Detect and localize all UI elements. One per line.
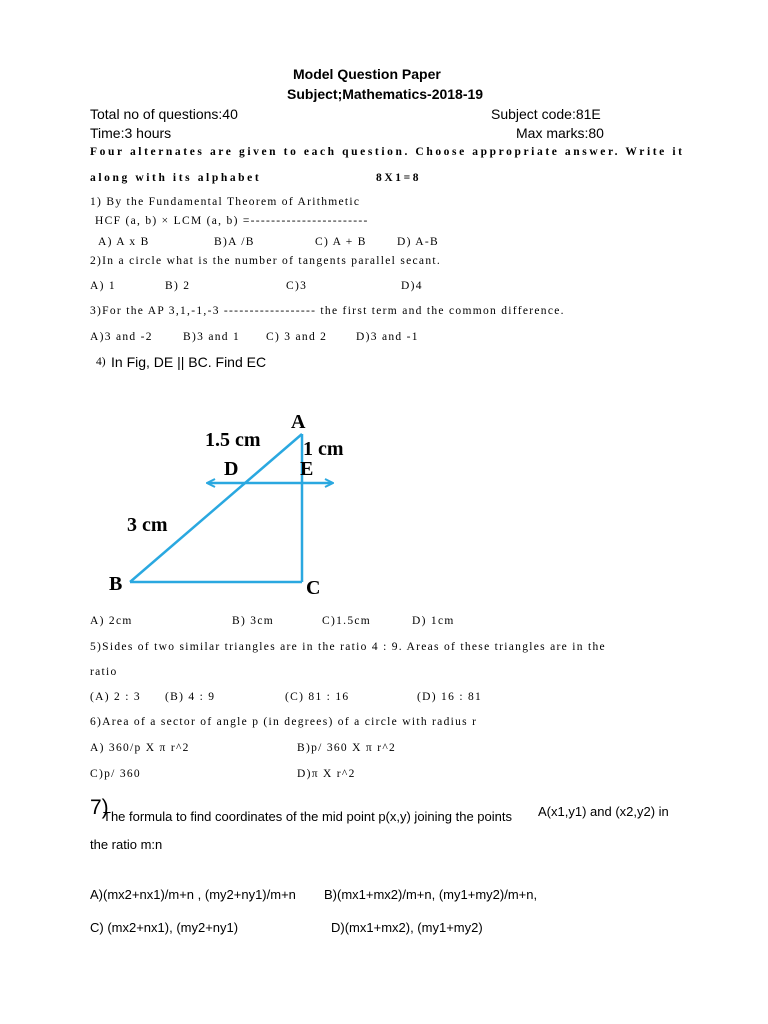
page-title: Model Question Paper xyxy=(293,66,441,82)
point-e-label: E xyxy=(300,458,314,480)
instructions-line-1: Four alternates are given to each question. Choose appropriate answer. Write it xyxy=(90,146,685,158)
marks-scheme: 8X1=8 xyxy=(376,172,422,184)
question-6-option-d: D)π X r^2 xyxy=(297,768,356,780)
total-questions: Total no of questions:40 xyxy=(90,106,238,122)
question-4-text: In Fig, DE || BC. Find EC xyxy=(111,354,267,370)
instructions-line-2: along with its alphabet xyxy=(90,172,262,184)
question-3-option-a: A)3 and -2 xyxy=(90,331,153,343)
label-ae: 1 cm xyxy=(303,438,344,460)
question-3-option-d: D)3 and -1 xyxy=(356,331,419,343)
question-6-text: 6)Area of a sector of angle p (in degrees) of a circle with radius r xyxy=(90,716,478,728)
vertex-a-label: A xyxy=(291,411,306,433)
question-2-option-b: B) 2 xyxy=(165,280,191,292)
subject-code: Subject code:81E xyxy=(491,106,601,122)
question-4-number: 4) xyxy=(96,356,106,368)
time-allowed: Time:3 hours xyxy=(90,125,172,141)
question-6-option-a: A) 360/p X π r^2 xyxy=(90,742,190,754)
question-1-option-d: D) A-B xyxy=(397,236,439,248)
question-5-option-a: (A) 2 : 3 xyxy=(90,691,141,703)
question-4-option-b: B) 3cm xyxy=(232,615,274,627)
vertex-c-label: C xyxy=(306,577,321,598)
question-3-option-c: C) 3 and 2 xyxy=(266,331,328,343)
question-1-option-c: C) A + B xyxy=(315,236,367,248)
question-5-text-line-2: ratio xyxy=(90,666,118,678)
question-5-option-d: (D) 16 : 81 xyxy=(417,691,483,703)
question-5-text: 5)Sides of two similar triangles are in the ratio 4 : 9. Areas of these triangles are in the xyxy=(90,641,606,653)
question-3-text: 3)For the AP 3,1,-1,-3 ------------------ the first term and the common difference. xyxy=(90,305,565,317)
question-7-option-a: A)(mx2+nx1)/m+n , (my2+ny1)/m+n xyxy=(90,887,296,902)
question-6-option-c: C)p/ 360 xyxy=(90,768,141,780)
question-7-option-c: C) (mx2+nx1), (my2+ny1) xyxy=(90,920,239,935)
question-7-text-line-2: the ratio m:n xyxy=(90,837,163,852)
question-7-number: 7) xyxy=(90,796,109,819)
question-6-option-b: B)p/ 360 X π r^2 xyxy=(297,742,397,754)
question-4-option-c: C)1.5cm xyxy=(322,615,372,627)
question-2-option-d: D)4 xyxy=(401,280,423,292)
label-db: 3 cm xyxy=(127,514,168,536)
question-7-text: The formula to find coordinates of the mid point p(x,y) joining the points xyxy=(103,809,512,824)
triangle-figure xyxy=(100,398,345,598)
point-d-label: D xyxy=(224,458,239,480)
subject-heading: Subject;Mathematics-2018-19 xyxy=(287,86,484,102)
question-2-text: 2)In a circle what is the number of tangents parallel secant. xyxy=(90,255,442,267)
question-5-option-b: (B) 4 : 9 xyxy=(165,691,216,703)
max-marks: Max marks:80 xyxy=(516,125,604,141)
question-3-option-b: B)3 and 1 xyxy=(183,331,241,343)
vertex-b-label: B xyxy=(109,573,123,595)
question-2-option-c: C)3 xyxy=(286,280,308,292)
question-7-option-b: B)(mx1+mx2)/m+n, (my1+my2)/m+n, xyxy=(324,887,538,902)
question-1-option-b: B)A /B xyxy=(214,236,255,248)
question-1-text: 1) By the Fundamental Theorem of Arithmetic xyxy=(90,196,361,208)
label-ad: 1.5 cm xyxy=(205,429,261,451)
question-2-option-a: A) 1 xyxy=(90,280,116,292)
side-ab xyxy=(130,434,302,582)
question-1-formula: HCF (a, b) × LCM (a, b) =----------------------- xyxy=(95,215,369,227)
question-4-option-d: D) 1cm xyxy=(412,615,455,627)
question-7-text-points: A(x1,y1) and (x2,y2) in xyxy=(538,804,669,819)
question-1-option-a: A) A x B xyxy=(98,236,150,248)
question-5-option-c: (C) 81 : 16 xyxy=(285,691,350,703)
question-7-option-d: D)(mx1+mx2), (my1+my2) xyxy=(331,920,483,935)
question-4-option-a: A) 2cm xyxy=(90,615,133,627)
